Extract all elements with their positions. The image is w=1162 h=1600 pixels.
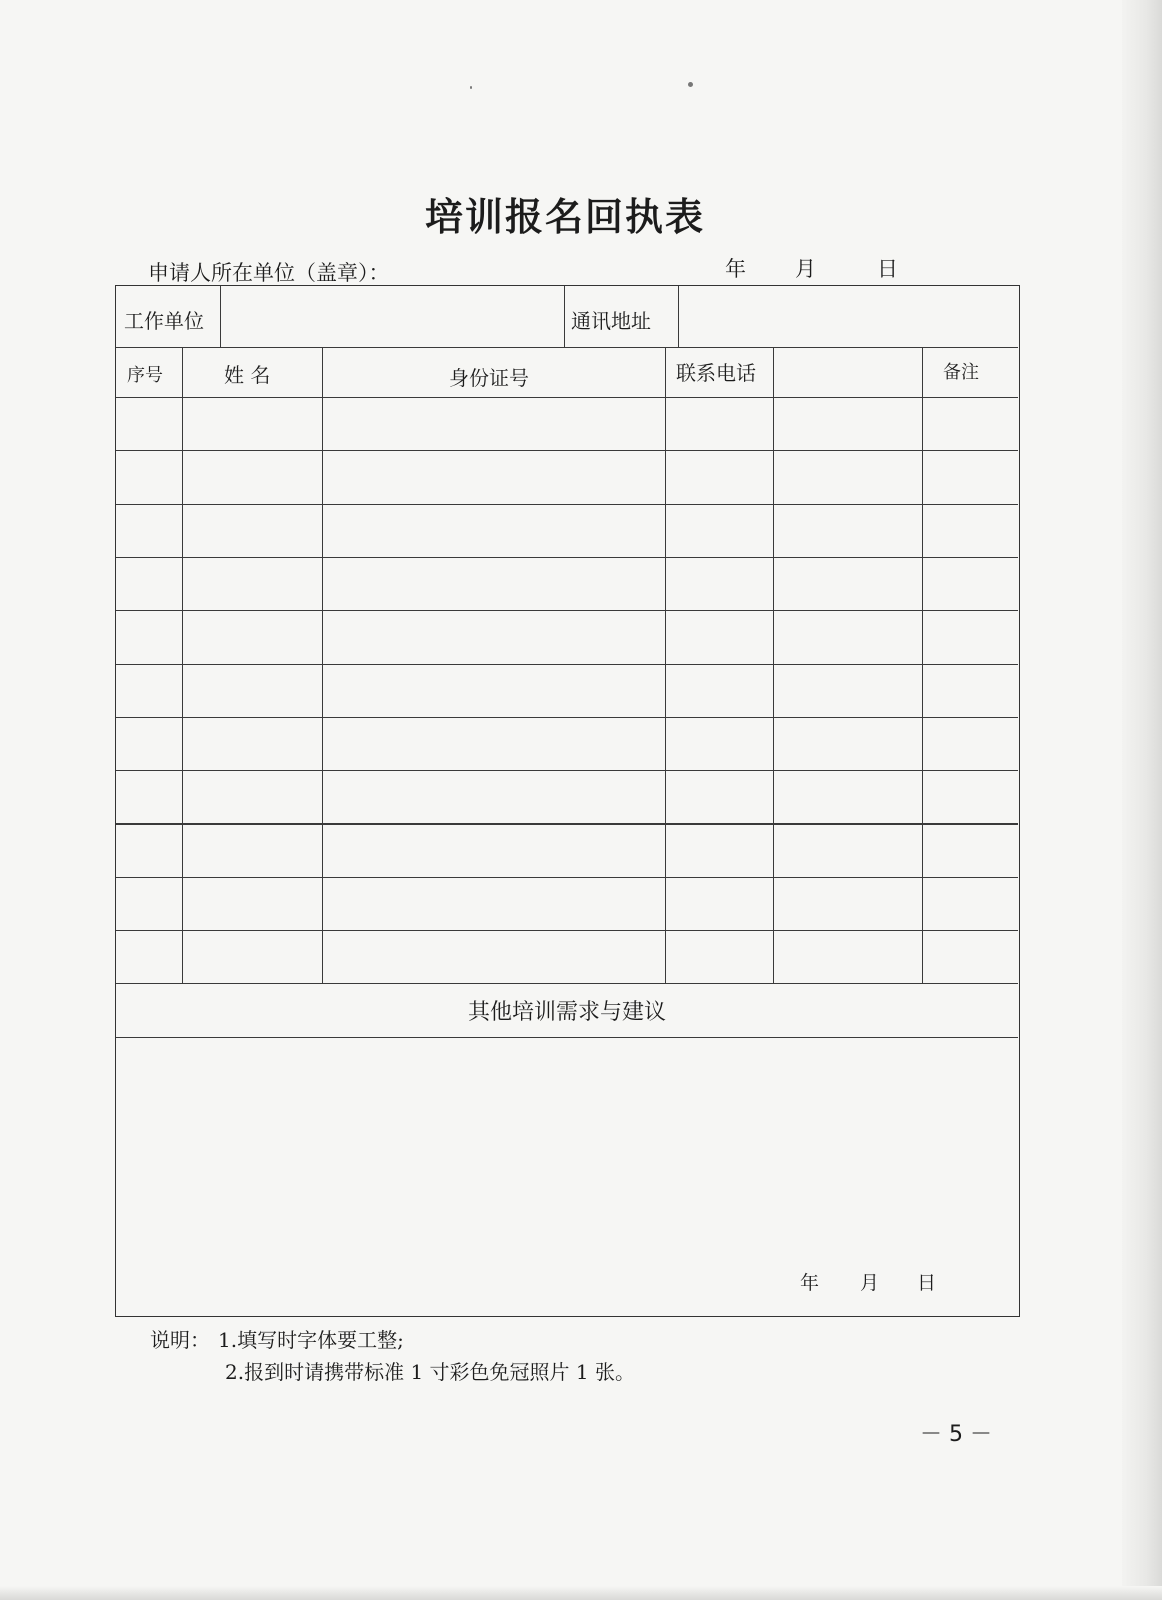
registration-table [115, 285, 1020, 1317]
col-header-remarks: 备注 [943, 362, 979, 383]
address-field[interactable] [680, 288, 1016, 345]
page-number: － 5 － [920, 1422, 992, 1447]
table-cell[interactable] [118, 772, 180, 821]
row-divider [116, 610, 1018, 611]
table-cell[interactable] [775, 825, 920, 874]
table-cell[interactable] [775, 932, 920, 981]
table-cell[interactable] [667, 932, 771, 981]
table-cell[interactable] [118, 932, 180, 981]
table-cell[interactable] [324, 666, 663, 715]
bottom-year-label: 年 [800, 1272, 820, 1294]
table-cell[interactable] [324, 772, 663, 821]
row-divider [116, 1037, 1018, 1038]
col-header-name: 姓 名 [224, 363, 271, 387]
table-cell[interactable] [924, 452, 1016, 501]
row-divider [116, 397, 1018, 398]
row-divider [116, 877, 1018, 878]
table-cell[interactable] [324, 452, 663, 501]
column-divider [564, 286, 565, 347]
column-divider [220, 286, 221, 347]
row-divider [116, 557, 1018, 558]
table-cell[interactable] [184, 452, 320, 501]
table-cell[interactable] [775, 559, 920, 608]
table-cell[interactable] [184, 559, 320, 608]
other-needs-title: 其他培训需求与建议 [467, 1000, 666, 1025]
table-cell[interactable] [667, 399, 771, 448]
row-divider [116, 504, 1018, 505]
applicant-unit-label: 申请人所在单位（盖章）： [148, 261, 390, 285]
table-cell[interactable] [775, 452, 920, 501]
table-cell[interactable] [324, 612, 663, 661]
table-cell[interactable] [667, 772, 771, 821]
column-divider [678, 286, 679, 347]
table-cell[interactable] [184, 612, 320, 661]
column-divider [773, 347, 774, 983]
table-cell[interactable] [324, 879, 663, 928]
table-cell[interactable] [924, 506, 1016, 555]
address-label: 通讯地址 [571, 309, 651, 333]
row-divider [116, 770, 1018, 771]
table-cell[interactable] [118, 719, 180, 768]
table-cell[interactable] [118, 559, 180, 608]
row-divider [116, 347, 1018, 348]
table-cell[interactable] [118, 612, 180, 661]
table-cell[interactable] [667, 506, 771, 555]
column-divider [922, 347, 923, 983]
table-cell[interactable] [184, 666, 320, 715]
table-cell[interactable] [775, 879, 920, 928]
date-year-label: 年 [725, 257, 746, 281]
table-cell[interactable] [324, 825, 663, 874]
table-cell[interactable] [775, 719, 920, 768]
table-cell[interactable] [924, 879, 1016, 928]
scan-bottom-shadow [0, 1586, 1162, 1600]
col-header-phone: 联系电话 [676, 361, 756, 385]
bottom-month-label: 月 [860, 1272, 880, 1294]
column-divider [665, 347, 666, 983]
table-cell[interactable] [184, 399, 320, 448]
table-cell[interactable] [184, 825, 320, 874]
table-cell[interactable] [924, 772, 1016, 821]
table-cell[interactable] [324, 399, 663, 448]
table-cell[interactable] [184, 772, 320, 821]
table-cell[interactable] [667, 666, 771, 715]
table-cell[interactable] [775, 506, 920, 555]
table-cell[interactable] [184, 932, 320, 981]
row-divider [116, 823, 1018, 824]
table-cell[interactable] [775, 772, 920, 821]
table-cell[interactable] [184, 719, 320, 768]
row-divider [116, 717, 1018, 718]
table-cell[interactable] [324, 506, 663, 555]
table-cell[interactable] [118, 666, 180, 715]
work-unit-label: 工作单位 [124, 309, 204, 333]
table-cell[interactable] [118, 879, 180, 928]
table-cell[interactable] [775, 666, 920, 715]
table-cell[interactable] [324, 932, 663, 981]
date-month-label: 月 [795, 257, 816, 281]
table-cell[interactable] [924, 932, 1016, 981]
table-cell[interactable] [667, 825, 771, 874]
notes-item-1: 1.填写时字体要工整; [218, 1328, 404, 1352]
notes-item-2: 2.报到时请携带标准 1 寸彩色免冠照片 1 张。 [225, 1360, 635, 1384]
date-day-label: 日 [877, 257, 898, 281]
notes-label: 说明： [150, 1328, 210, 1352]
table-cell[interactable] [924, 719, 1016, 768]
table-cell[interactable] [667, 612, 771, 661]
column-divider [322, 347, 323, 983]
table-cell[interactable] [924, 399, 1016, 448]
row-divider [116, 664, 1018, 665]
row-divider [116, 930, 1018, 931]
table-cell[interactable] [924, 666, 1016, 715]
table-cell[interactable] [667, 719, 771, 768]
table-cell[interactable] [667, 879, 771, 928]
table-cell[interactable] [118, 452, 180, 501]
col-header-id-number: 身份证号 [449, 366, 529, 390]
table-cell[interactable] [324, 559, 663, 608]
bottom-day-label: 日 [917, 1272, 937, 1294]
table-cell[interactable] [924, 612, 1016, 661]
table-cell[interactable] [118, 399, 180, 448]
table-cell[interactable] [324, 719, 663, 768]
table-cell[interactable] [184, 506, 320, 555]
table-cell[interactable] [667, 559, 771, 608]
row-divider [116, 983, 1018, 984]
column-divider [182, 347, 183, 983]
table-cell[interactable] [118, 506, 180, 555]
scan-speck [688, 82, 693, 87]
table-cell[interactable] [184, 879, 320, 928]
scan-speck [470, 86, 472, 89]
col-header-seq: 序号 [127, 365, 163, 386]
table-cell[interactable] [118, 825, 180, 874]
work-unit-field[interactable] [222, 288, 562, 345]
row-divider [116, 450, 1018, 451]
table-cell[interactable] [775, 612, 920, 661]
table-cell[interactable] [924, 559, 1016, 608]
other-needs-field[interactable] [118, 1034, 1016, 1244]
table-cell[interactable] [667, 452, 771, 501]
table-cell[interactable] [924, 825, 1016, 874]
table-cell[interactable] [775, 399, 920, 448]
form-title: 培训报名回执表 [424, 195, 705, 239]
